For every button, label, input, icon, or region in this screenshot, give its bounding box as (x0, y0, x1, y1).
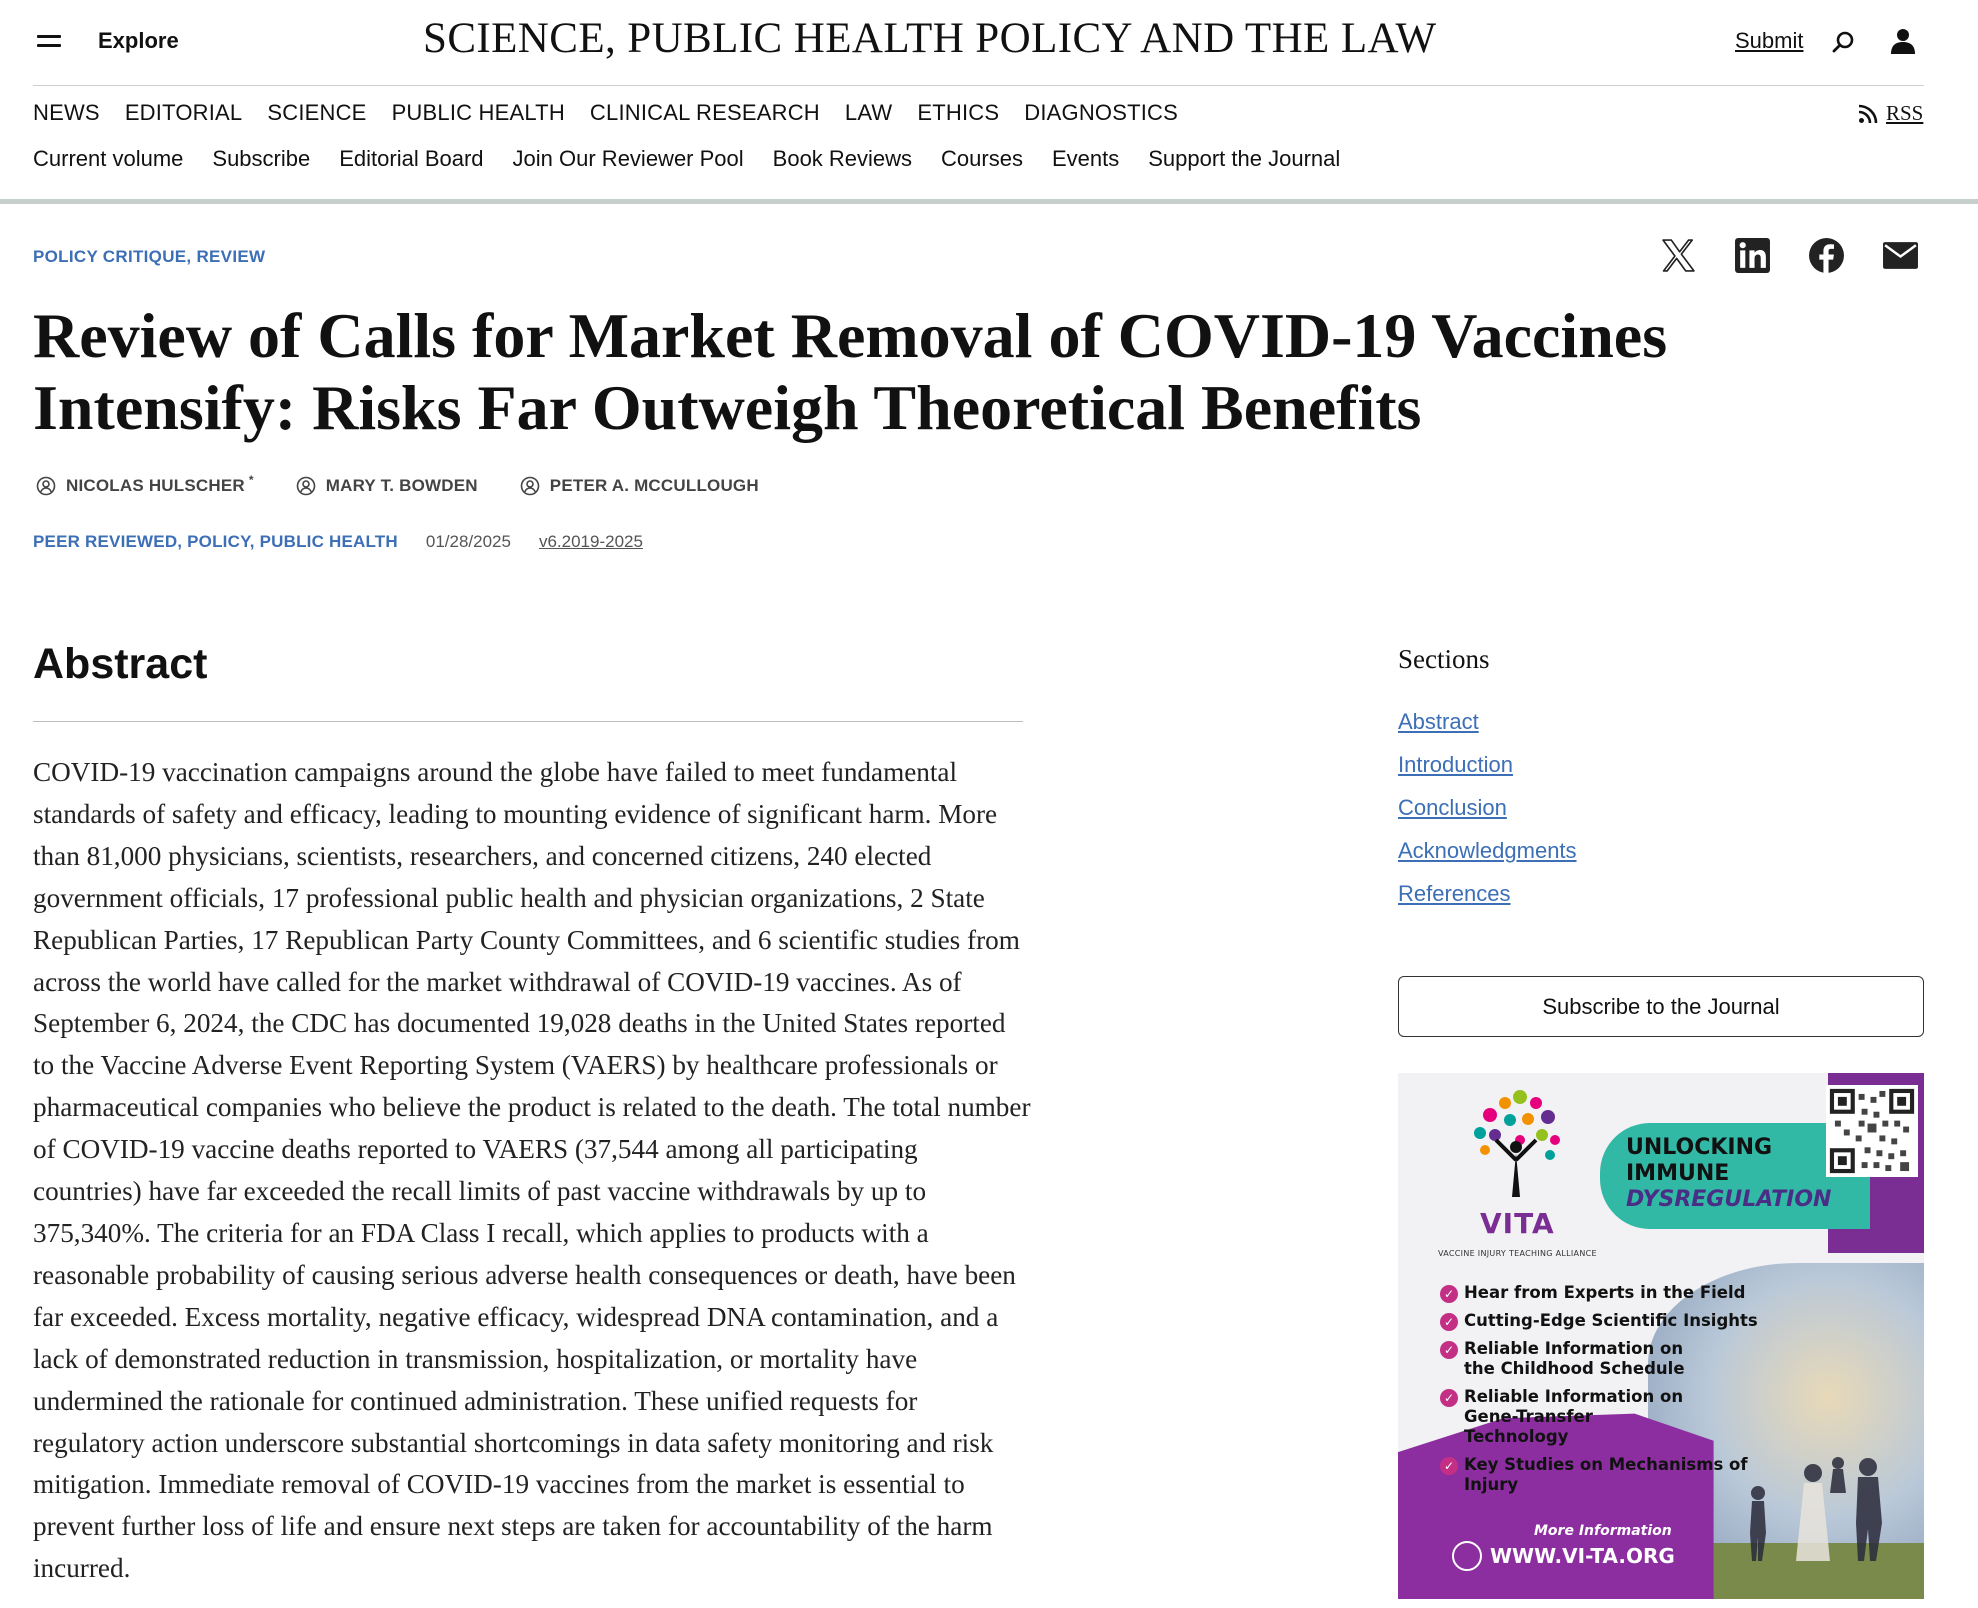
section-link-introduction[interactable]: Introduction (1398, 752, 1513, 777)
nav-clinical-research[interactable]: CLINICAL RESEARCH (589, 100, 820, 125)
facebook-icon[interactable] (1808, 237, 1845, 274)
nav-editorial[interactable]: EDITORIAL (124, 100, 243, 125)
submit-link[interactable]: Submit (1735, 28, 1804, 53)
author-avatar-icon (520, 476, 540, 496)
nav-reviewer-pool[interactable]: Join Our Reviewer Pool (512, 146, 744, 171)
secondary-nav (33, 146, 1369, 172)
article-category[interactable]: POLICY CRITIQUE, REVIEW (33, 247, 266, 266)
vita-brand: VITA (1480, 1207, 1555, 1240)
rss-link[interactable] (1858, 101, 1923, 126)
ad-bullet-text: Hear from Experts in the Field (1464, 1283, 1746, 1302)
ad-headline-line-2: IMMUNE (1626, 1161, 1730, 1186)
author-name: PETER A. MCCULLOUGH (549, 476, 759, 495)
check-icon: ✓ (1440, 1389, 1458, 1407)
nav-courses[interactable]: Courses (941, 146, 1023, 171)
section-link-conclusion[interactable]: Conclusion (1398, 795, 1507, 820)
search-icon[interactable] (1832, 30, 1856, 54)
email-icon[interactable] (1882, 237, 1919, 274)
ad-website-link[interactable] (1452, 1541, 1675, 1571)
nav-current-volume[interactable]: Current volume (33, 146, 184, 171)
section-link-references[interactable]: References (1398, 881, 1511, 906)
ad-headline (1626, 1135, 1831, 1213)
ad-bullet-text: Cutting-Edge Scientific Insights (1464, 1311, 1758, 1330)
nav-public-health[interactable]: PUBLIC HEALTH (391, 100, 565, 125)
check-icon: ✓ (1440, 1313, 1458, 1331)
section-item (1398, 795, 1577, 838)
author-3[interactable] (520, 476, 759, 496)
ad-bullet-text: Reliable Information on the Childhood Schedule (1464, 1339, 1685, 1378)
rss-label: RSS (1886, 101, 1924, 125)
hamburger-icon[interactable] (37, 33, 61, 51)
ad-bullet-text: Key Studies on Mechanisms of Injury (1464, 1455, 1748, 1494)
share-bar (1660, 237, 1919, 274)
ad-headline-line-3: DYSREGULATION (1626, 1187, 1832, 1212)
ad-url: WWW.VI-TA.ORG (1490, 1544, 1675, 1568)
family-silhouette (1718, 1433, 1898, 1563)
vita-tree-logo (1460, 1085, 1570, 1205)
subscribe-journal-button[interactable]: Subscribe to the Journal (1398, 976, 1924, 1037)
user-icon[interactable] (1890, 28, 1916, 54)
sections-title: Sections (1398, 644, 1490, 674)
sections-nav (1398, 709, 1577, 924)
explore-link[interactable]: Explore (98, 28, 179, 53)
nav-diagnostics[interactable]: DIAGNOSTICS (1024, 100, 1179, 125)
section-item (1398, 838, 1577, 881)
check-icon: ✓ (1440, 1285, 1458, 1303)
article-meta (33, 532, 643, 552)
ad-bullet (1440, 1339, 1800, 1379)
rss-icon (1858, 104, 1878, 124)
abstract-body: COVID-19 vaccination campaigns around the globe have failed to meet fundamental standards of safety and efficacy, leading to mounting evidence of significant harm. More than 81,000 physicians, scientists, researchers, and concerned citizens, 240 elected government officials, 17 professional public health and physician organizations, 2 State Republican Parties, 17 Republican Party County Committees, and 6 scientific studies from across the world have called for the market withdrawal of COVID-19 vaccines. As of September 6, 2024, the CDC has documented 19,028 deaths in the United States reported to the Vaccine Adverse Event Reporting System (VAERS) by healthcare professionals or pharmaceutical companies who believe the product is related to the death. The total number of COVID-19 vaccine deaths reported to VAERS (37,544 among all participating countries) have far exceeded the recall limits of past vaccine withdrawals by up to 375,340%. The criteria for an FDA Class I recall, which applies to products with a reasonable probability of causing serious adverse health consequences or death, have been far exceeded. Excess mortality, negative efficacy, widespread DNA contamination, and a lack of demonstrated reduction in transmission, hospitalization, or mortality have undermined the rationale for continued administration. These unified requests for regulatory action underscore substantial shortcomings in data safety monitoring and risk mitigation. Immediate removal of COVID-19 vaccines from the market is essential to prevent further loss of life and ensure next steps are taken for accountability of the harm incurred. (33, 757, 1031, 1584)
vita-brand-subtitle: VACCINE INJURY TEACHING ALLIANCE (1438, 1249, 1597, 1258)
author-avatar-icon (36, 476, 56, 496)
author-name: NICOLAS HULSCHER (66, 476, 245, 495)
nav-subscribe[interactable]: Subscribe (212, 146, 311, 171)
author-avatar-icon (296, 476, 316, 496)
nav-support-journal[interactable]: Support the Journal (1148, 146, 1341, 171)
section-link-acknowledgments[interactable]: Acknowledgments (1398, 838, 1577, 863)
check-icon: ✓ (1440, 1341, 1458, 1359)
header-divider (33, 85, 1924, 86)
section-item (1398, 709, 1577, 752)
author-name: MARY T. BOWDEN (325, 476, 478, 495)
corresponding-author-mark: * (248, 473, 254, 487)
qr-code-icon (1826, 1085, 1918, 1177)
nav-law[interactable]: LAW (844, 100, 893, 125)
check-icon: ✓ (1440, 1457, 1458, 1475)
ad-headline-line-1: UNLOCKING (1626, 1135, 1773, 1160)
author-1[interactable] (36, 473, 254, 496)
section-link-abstract[interactable]: Abstract (1398, 709, 1479, 734)
abstract-heading: Abstract (33, 640, 208, 688)
site-title[interactable]: SCIENCE, PUBLIC HEALTH POLICY AND THE LAW (423, 15, 1437, 62)
vita-advertisement[interactable] (1398, 1073, 1924, 1599)
section-item (1398, 881, 1577, 924)
publish-date: 01/28/2025 (425, 532, 511, 551)
site-header (0, 0, 1978, 86)
ad-bullet (1440, 1283, 1800, 1303)
ad-bullet (1440, 1311, 1800, 1331)
abstract-divider (33, 721, 1023, 722)
section-item (1398, 752, 1577, 795)
author-list (36, 473, 759, 496)
author-2[interactable] (296, 476, 478, 496)
ad-more-info: More Information (1534, 1523, 1672, 1539)
nav-editorial-board[interactable]: Editorial Board (339, 146, 484, 171)
nav-divider (0, 199, 1978, 204)
nav-events[interactable]: Events (1051, 146, 1120, 171)
article-tags[interactable]: PEER REVIEWED, POLICY, PUBLIC HEALTH (33, 532, 398, 551)
nav-book-reviews[interactable]: Book Reviews (772, 146, 913, 171)
nav-science[interactable]: SCIENCE (267, 100, 367, 125)
version-link[interactable]: v6.2019-2025 (538, 532, 643, 551)
ad-bullet-text: Reliable Information on Gene-Transfer Technology (1464, 1387, 1684, 1446)
linkedin-icon[interactable] (1734, 237, 1771, 274)
article-title: Review of Calls for Market Removal of COVID-19 Vaccines Intensify: Risks Far Outweigh Theoretical Benefits (33, 300, 1668, 443)
primary-nav (33, 100, 1203, 130)
nav-ethics[interactable]: ETHICS (917, 100, 1000, 125)
nav-news[interactable]: NEWS (33, 100, 100, 125)
x-icon[interactable] (1660, 237, 1697, 274)
globe-icon (1452, 1541, 1482, 1571)
